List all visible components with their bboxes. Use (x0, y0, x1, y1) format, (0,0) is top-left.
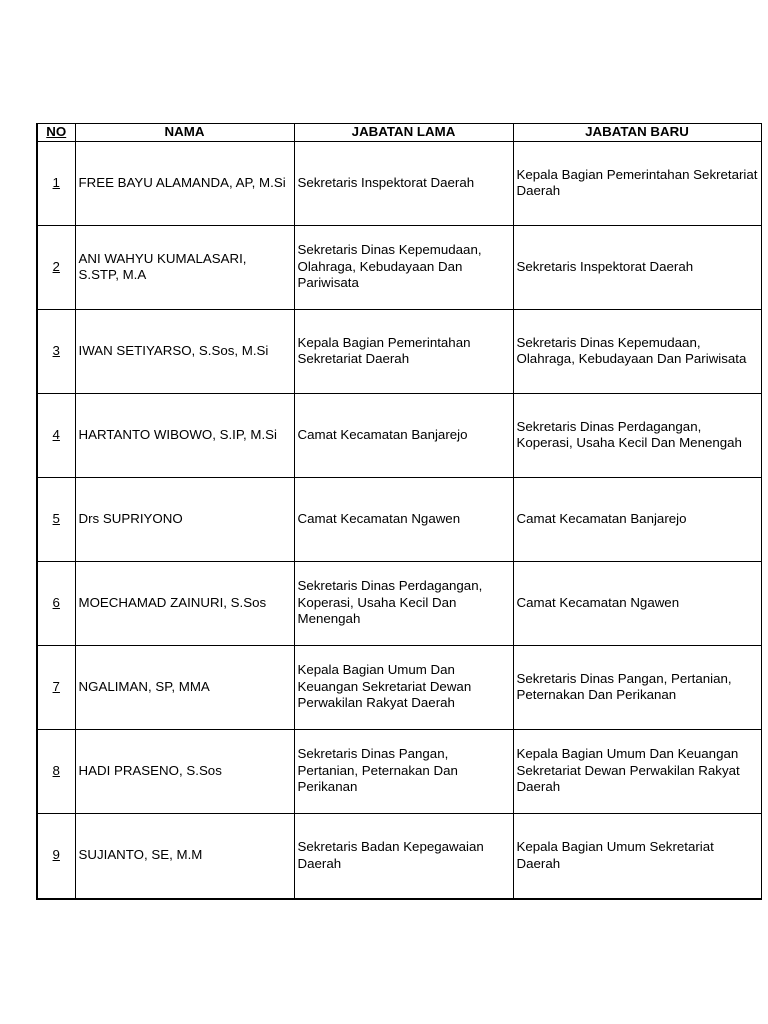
cell-no: 6 (37, 561, 75, 645)
cell-nama: MOECHAMAD ZAINURI, S.Sos (75, 561, 294, 645)
table-row (37, 309, 761, 393)
cell-jabatan-baru: Sekretaris Dinas Perdagangan, Koperasi, Usaha Kecil Dan Menengah (513, 393, 761, 477)
cell-nama: IWAN SETIYARSO, S.Sos, M.Si (75, 309, 294, 393)
cell-no: 8 (37, 729, 75, 813)
cell-nama: HADI PRASENO, S.Sos (75, 729, 294, 813)
cell-no: 2 (37, 225, 75, 309)
cell-no: 9 (37, 813, 75, 899)
cell-jabatan-baru: Camat Kecamatan Ngawen (513, 561, 761, 645)
table-row (37, 729, 761, 813)
cell-no: 1 (37, 141, 75, 225)
cell-jabatan-baru: Sekretaris Dinas Kepemudaan, Olahraga, Kebudayaan Dan Pariwisata (513, 309, 761, 393)
cell-nama: HARTANTO WIBOWO, S.IP, M.Si (75, 393, 294, 477)
cell-jabatan-baru: Kepala Bagian Umum Dan Keuangan Sekretariat Dewan Perwakilan Rakyat Daerah (513, 729, 761, 813)
cell-jabatan-baru: Camat Kecamatan Banjarejo (513, 477, 761, 561)
cell-jabatan-lama: Sekretaris Inspektorat Daerah (294, 141, 513, 225)
cell-nama: Drs SUPRIYONO (75, 477, 294, 561)
cell-no: 4 (37, 393, 75, 477)
table-row (37, 813, 761, 899)
cell-jabatan-lama: Sekretaris Dinas Pangan, Pertanian, Peternakan Dan Perikanan (294, 729, 513, 813)
cell-nama: SUJIANTO, SE, M.M (75, 813, 294, 899)
cell-jabatan-lama: Camat Kecamatan Ngawen (294, 477, 513, 561)
cell-jabatan-baru: Kepala Bagian Umum Sekretariat Daerah (513, 813, 761, 899)
document-page (36, 123, 760, 900)
cell-no: 5 (37, 477, 75, 561)
cell-jabatan-baru: Kepala Bagian Pemerintahan Sekretariat Daerah (513, 141, 761, 225)
cell-nama: ANI WAHYU KUMALASARI, S.STP, M.A (75, 225, 294, 309)
cell-no: 3 (37, 309, 75, 393)
cell-jabatan-baru: Sekretaris Dinas Pangan, Pertanian, Peternakan Dan Perikanan (513, 645, 761, 729)
cell-nama: FREE BAYU ALAMANDA, AP, M.Si (75, 141, 294, 225)
header-no: NO (37, 124, 75, 142)
header-jabatan-lama: JABATAN LAMA (294, 124, 513, 142)
table-row (37, 393, 761, 477)
table-row (37, 141, 761, 225)
cell-jabatan-lama: Sekretaris Dinas Kepemudaan, Olahraga, Kebudayaan Dan Pariwisata (294, 225, 513, 309)
table-row (37, 225, 761, 309)
table-header-row (37, 124, 761, 142)
cell-jabatan-lama: Camat Kecamatan Banjarejo (294, 393, 513, 477)
cell-jabatan-lama: Sekretaris Badan Kepegawaian Daerah (294, 813, 513, 899)
cell-no: 7 (37, 645, 75, 729)
header-nama: NAMA (75, 124, 294, 142)
cell-jabatan-baru: Sekretaris Inspektorat Daerah (513, 225, 761, 309)
cell-jabatan-lama: Kepala Bagian Pemerintahan Sekretariat Daerah (294, 309, 513, 393)
cell-jabatan-lama: Sekretaris Dinas Perdagangan, Koperasi, Usaha Kecil Dan Menengah (294, 561, 513, 645)
position-change-table (36, 123, 762, 900)
cell-nama: NGALIMAN, SP, MMA (75, 645, 294, 729)
header-jabatan-baru: JABATAN BARU (513, 124, 761, 142)
table-row (37, 645, 761, 729)
table-row (37, 561, 761, 645)
cell-jabatan-lama: Kepala Bagian Umum Dan Keuangan Sekretariat Dewan Perwakilan Rakyat Daerah (294, 645, 513, 729)
table-row (37, 477, 761, 561)
